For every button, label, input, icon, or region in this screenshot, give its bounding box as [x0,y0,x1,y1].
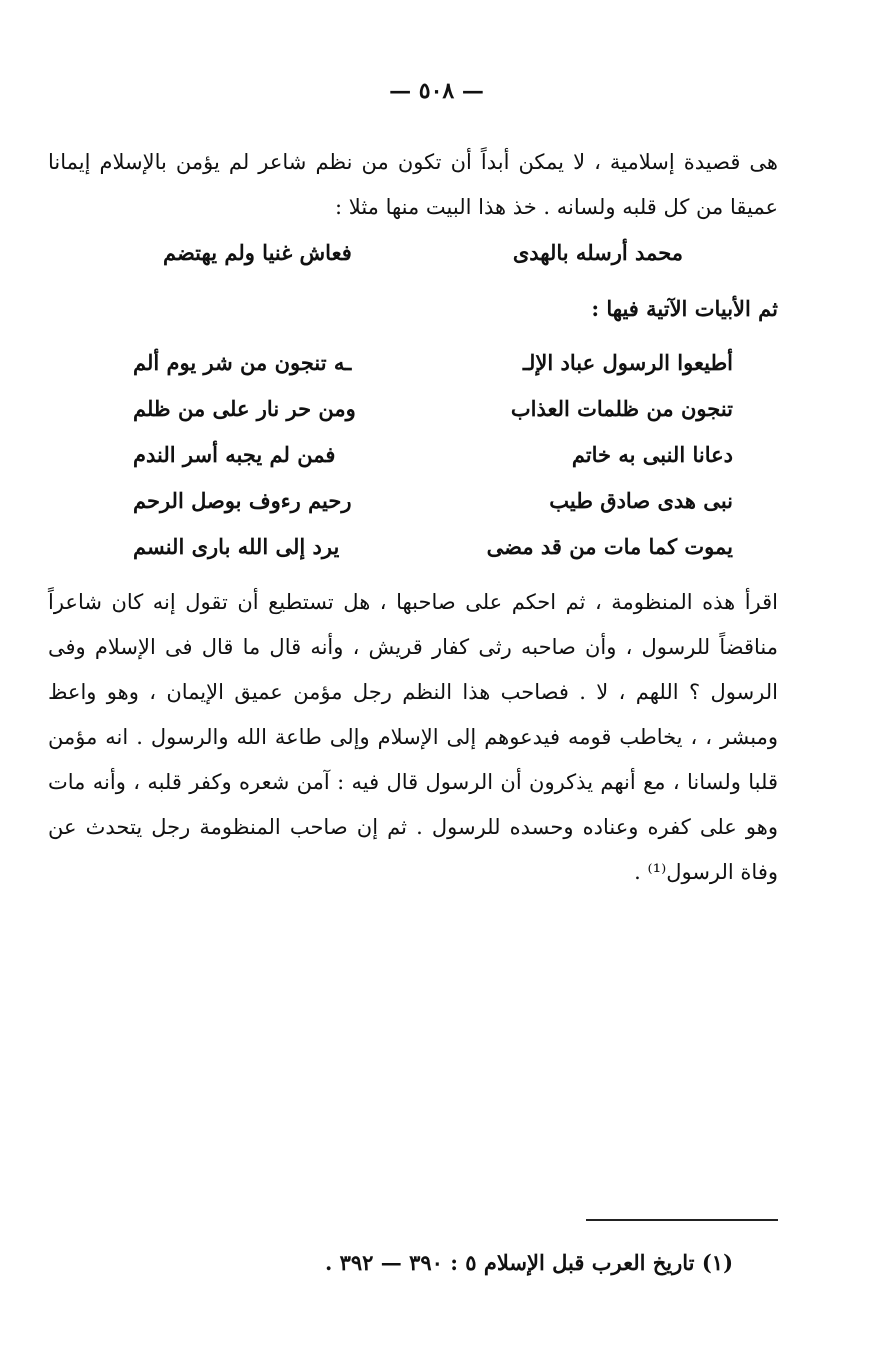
verse-first-half: نبى هدى صادق طيب [549,488,733,513]
verse-first-half: تنجون من ظلمات العذاب [510,396,733,421]
quoted-verse [163,240,683,265]
verse-second-half: ومن حر نار على من ظلم [133,396,356,421]
verses-lead-line: ثم الأبيات الآتية فيها : [591,296,778,321]
verse-second-half: رحيم رءوف بوصل الرحم [133,488,352,513]
quoted-verse-second-half: فعاش غنيا ولم يهتضم [163,240,352,265]
poem-verse [133,442,733,488]
poem-verse [133,534,733,580]
poem-verse [133,488,733,534]
verse-second-half: ـه تنجون من شر يوم ألم [133,350,352,375]
verse-first-half: دعانا النبى به خاتم [571,442,733,467]
poem-verse [133,350,733,396]
intro-text: هى قصيدة إسلامية ، لا يمكن أبداً أن تكون من نظم شاعر لم يؤمن بالإسلام إيمانا عميقا من كل قلبه ولسانه . خذ هذا البيت منها مثلا : [48,150,778,219]
poem-block [133,350,733,580]
page-number: — ٥٠٨ — [389,78,484,104]
discussion-text: اقرأ هذه المنظومة ، ثم احكم على صاحبها ، هل تستطيع أن تقول إنه كان شاعراً مناقضاً للرسول ، وأن صاحبه رثى كفار قريش ، وأنه قال ما قال فى الإسلام وفى الرسول ؟ اللهم ، لا . فصاحب هذا النظم رجل مؤمن عميق الإيمان ، وهو واعظ ومبشر ، ، يخاطب قومه فيدعوهم إلى الإسلام وإلى طاعة الله والرسول . انه مؤمن قلبا ولسانا ، مع أنهم يذكرون أن الرسول قال فيه : آمن شعره وكفر قلبه ، وأنه مات وهو على كفره وعناده وحسده للرسول . ثم إن صاحب المنظومة رجل يتحدث عن وفاة الرسول⁽¹⁾ . [48,590,778,884]
verse-second-half: يرد إلى الله بارى النسم [133,534,340,559]
verse-second-half: فمن لم يجبه أسر الندم [133,442,336,467]
intro-paragraph [48,140,778,230]
verse-first-half: أطيعوا الرسول عباد الإلـ [522,350,733,375]
verse-first-half: يموت كما مات من قد مضى [486,534,733,559]
quoted-verse-first-half: محمد أرسله بالهدى [512,240,683,265]
discussion-paragraph [48,580,778,895]
footnote: (١) تاريخ العرب قبل الإسلام ٥ : ٣٩٠ — ٣٩٢ . [324,1250,733,1275]
poem-verse [133,396,733,442]
footnote-divider [586,1219,778,1221]
